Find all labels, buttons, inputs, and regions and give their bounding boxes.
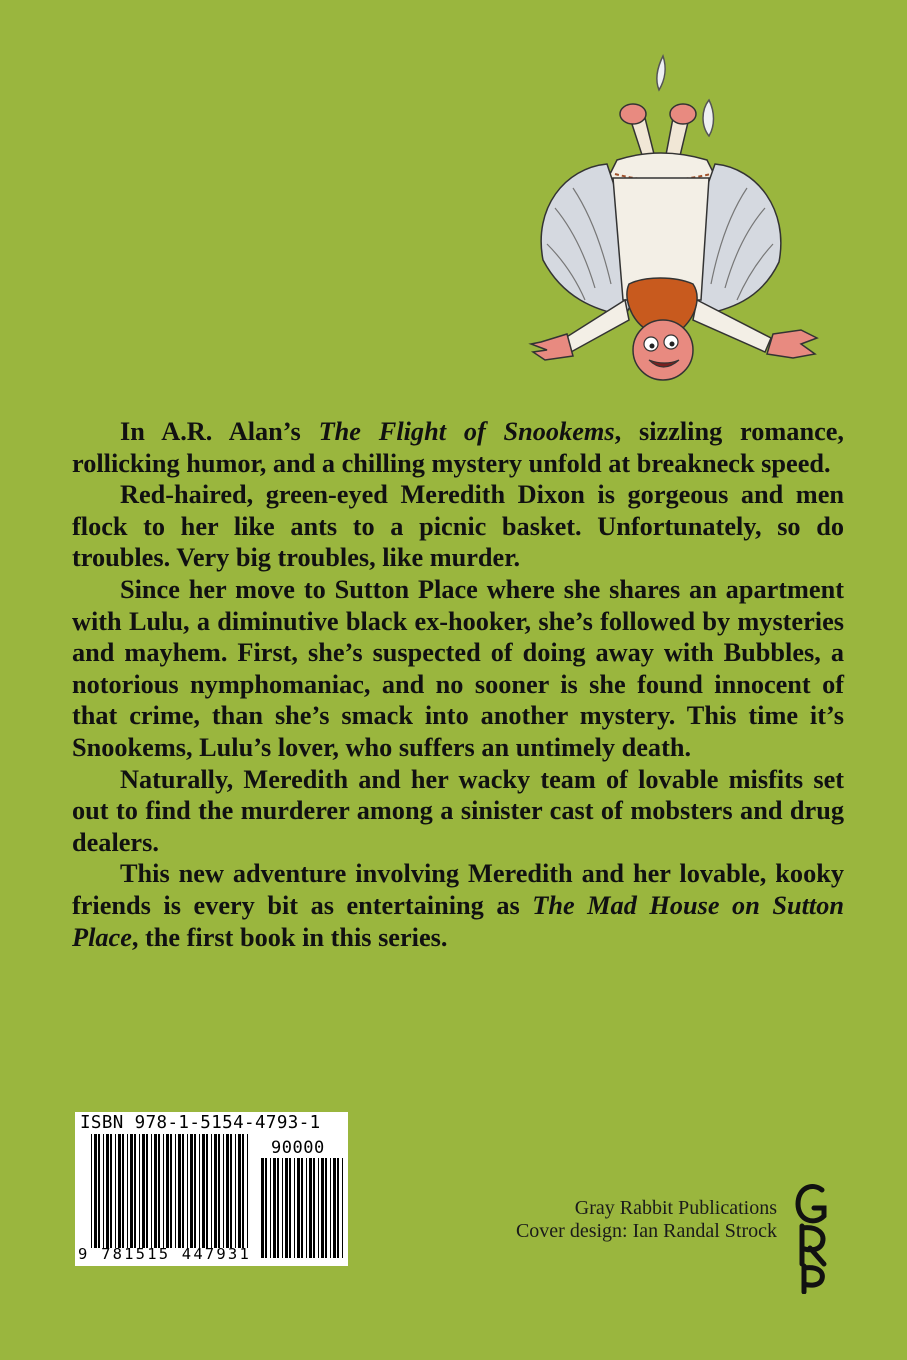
barcode-bar	[230, 1134, 232, 1248]
barcode-bar	[175, 1134, 176, 1248]
blurb-paragraph	[72, 416, 844, 479]
blurb-text-segment: , sizzling romance, rollicking humor, and a chilling mystery unfold at breakneck speed.	[72, 417, 844, 478]
barcode-bar	[301, 1158, 303, 1258]
barcode-bar	[146, 1134, 148, 1248]
barcode-bar	[187, 1134, 188, 1248]
barcode-bars	[75, 1112, 348, 1266]
cover-design-credit: Cover design: Ian Randal Strock	[515, 1220, 777, 1242]
series-title-italic: The Mad House on Sutton Place	[72, 890, 844, 952]
barcode-bar	[178, 1134, 181, 1248]
barcode-bar	[235, 1134, 236, 1248]
blurb-paragraph: Naturally, Meredith and her wacky team of lovable misfits set out to find the murderer among a sinister cast of mobsters and drug dealers.	[72, 764, 844, 857]
barcode-bar	[247, 1134, 248, 1248]
barcode-bar	[333, 1158, 336, 1258]
barcode-bar	[270, 1158, 271, 1258]
barcode-bar	[151, 1134, 152, 1248]
blurb-paragraph: Red-haired, green-eyed Meredith Dixon is gorgeous and men flock to her like ants to a picnic basket. Unfortunately, so do troubles. Very big troubles, like murder.	[72, 480, 844, 573]
barcode-bar	[313, 1158, 315, 1258]
blurb-text-segment: In A.R. Alan’s	[120, 417, 319, 446]
barcode-bar	[342, 1158, 343, 1258]
grp-logo-icon	[792, 1182, 832, 1294]
barcode-bar	[223, 1134, 224, 1248]
barcode-bar	[318, 1158, 319, 1258]
barcode-bar	[139, 1134, 140, 1248]
blurb-paragraph: Since her move to Sutton Place where she shares an apartment with Lulu, a diminutive black ex-hooker, she’s followed by mysteries and mayhem. First, she’s suspected of doing away with Bubbles, a notorious nymphomaniac, and no sooner is she found innocent of that crime, than she’s smack into another mystery. This time it’s Snookems, Lulu’s lover, who suffers an untimely death.	[72, 574, 844, 762]
barcode-bar	[206, 1134, 208, 1248]
barcode-bar	[297, 1158, 300, 1258]
barcode-bar	[118, 1134, 121, 1248]
barcode-bar	[115, 1134, 116, 1248]
isbn-number: ISBN 978-1-5154-4793-1	[80, 1113, 321, 1133]
publisher-name: Gray Rabbit Publications	[574, 1197, 777, 1219]
barcode-bar	[277, 1158, 279, 1258]
book-title-italic: The Flight of Snookems	[318, 417, 615, 446]
barcode-bar	[282, 1158, 283, 1258]
publisher-credits	[516, 1197, 777, 1243]
ean-number: 9 781515 447931	[78, 1245, 251, 1263]
barcode-bar	[218, 1134, 220, 1248]
barcode-bar	[265, 1158, 267, 1258]
blurb-text-segment: This new adventure involving Meredith and her lovable, kooky friends is every bit as entertaining as	[72, 859, 844, 920]
barcode-bar	[134, 1134, 136, 1248]
barcode-bar	[110, 1134, 112, 1248]
barcode-bar	[158, 1134, 160, 1248]
barcode-bar	[122, 1134, 124, 1248]
barcode-bar	[170, 1134, 172, 1248]
barcode-bar	[337, 1158, 339, 1258]
barcode-bar	[154, 1134, 157, 1248]
barcode-bar	[214, 1134, 217, 1248]
barcode-bar	[306, 1158, 307, 1258]
price-addon-number: 90000	[271, 1138, 325, 1158]
barcode-bar	[289, 1158, 291, 1258]
barcode-bar	[238, 1134, 241, 1248]
barcode-bar	[273, 1158, 276, 1258]
barcode-bar	[321, 1158, 324, 1258]
blurb-paragraph	[72, 858, 844, 953]
barcode-bar	[182, 1134, 184, 1248]
barcode-bar	[106, 1134, 109, 1248]
barcode-bar	[285, 1158, 288, 1258]
barcode-bar	[202, 1134, 205, 1248]
barcode-bar	[98, 1134, 100, 1248]
barcode-bar	[325, 1158, 327, 1258]
barcode-bar	[163, 1134, 164, 1248]
barcode-bar	[242, 1134, 244, 1248]
barcode-bar	[294, 1158, 295, 1258]
falling-angel-illustration	[525, 48, 825, 388]
blurb-text	[72, 416, 844, 953]
barcode-bar	[127, 1134, 128, 1248]
barcode-bar	[330, 1158, 331, 1258]
barcode-bar	[190, 1134, 193, 1248]
barcode-bar	[194, 1134, 196, 1248]
barcode-bar	[166, 1134, 169, 1248]
barcode-bar	[94, 1134, 97, 1248]
barcode-bar	[91, 1134, 92, 1248]
barcode-bar	[142, 1134, 145, 1248]
barcode-bar	[226, 1134, 229, 1248]
barcode-bar	[103, 1134, 104, 1248]
barcode-bar	[211, 1134, 212, 1248]
isbn-barcode	[75, 1112, 348, 1266]
barcode-bar	[130, 1134, 133, 1248]
blurb-text-segment: , the first book in this series.	[131, 922, 448, 952]
barcode-bar	[261, 1158, 264, 1258]
barcode-bar	[309, 1158, 312, 1258]
barcode-bar	[199, 1134, 200, 1248]
